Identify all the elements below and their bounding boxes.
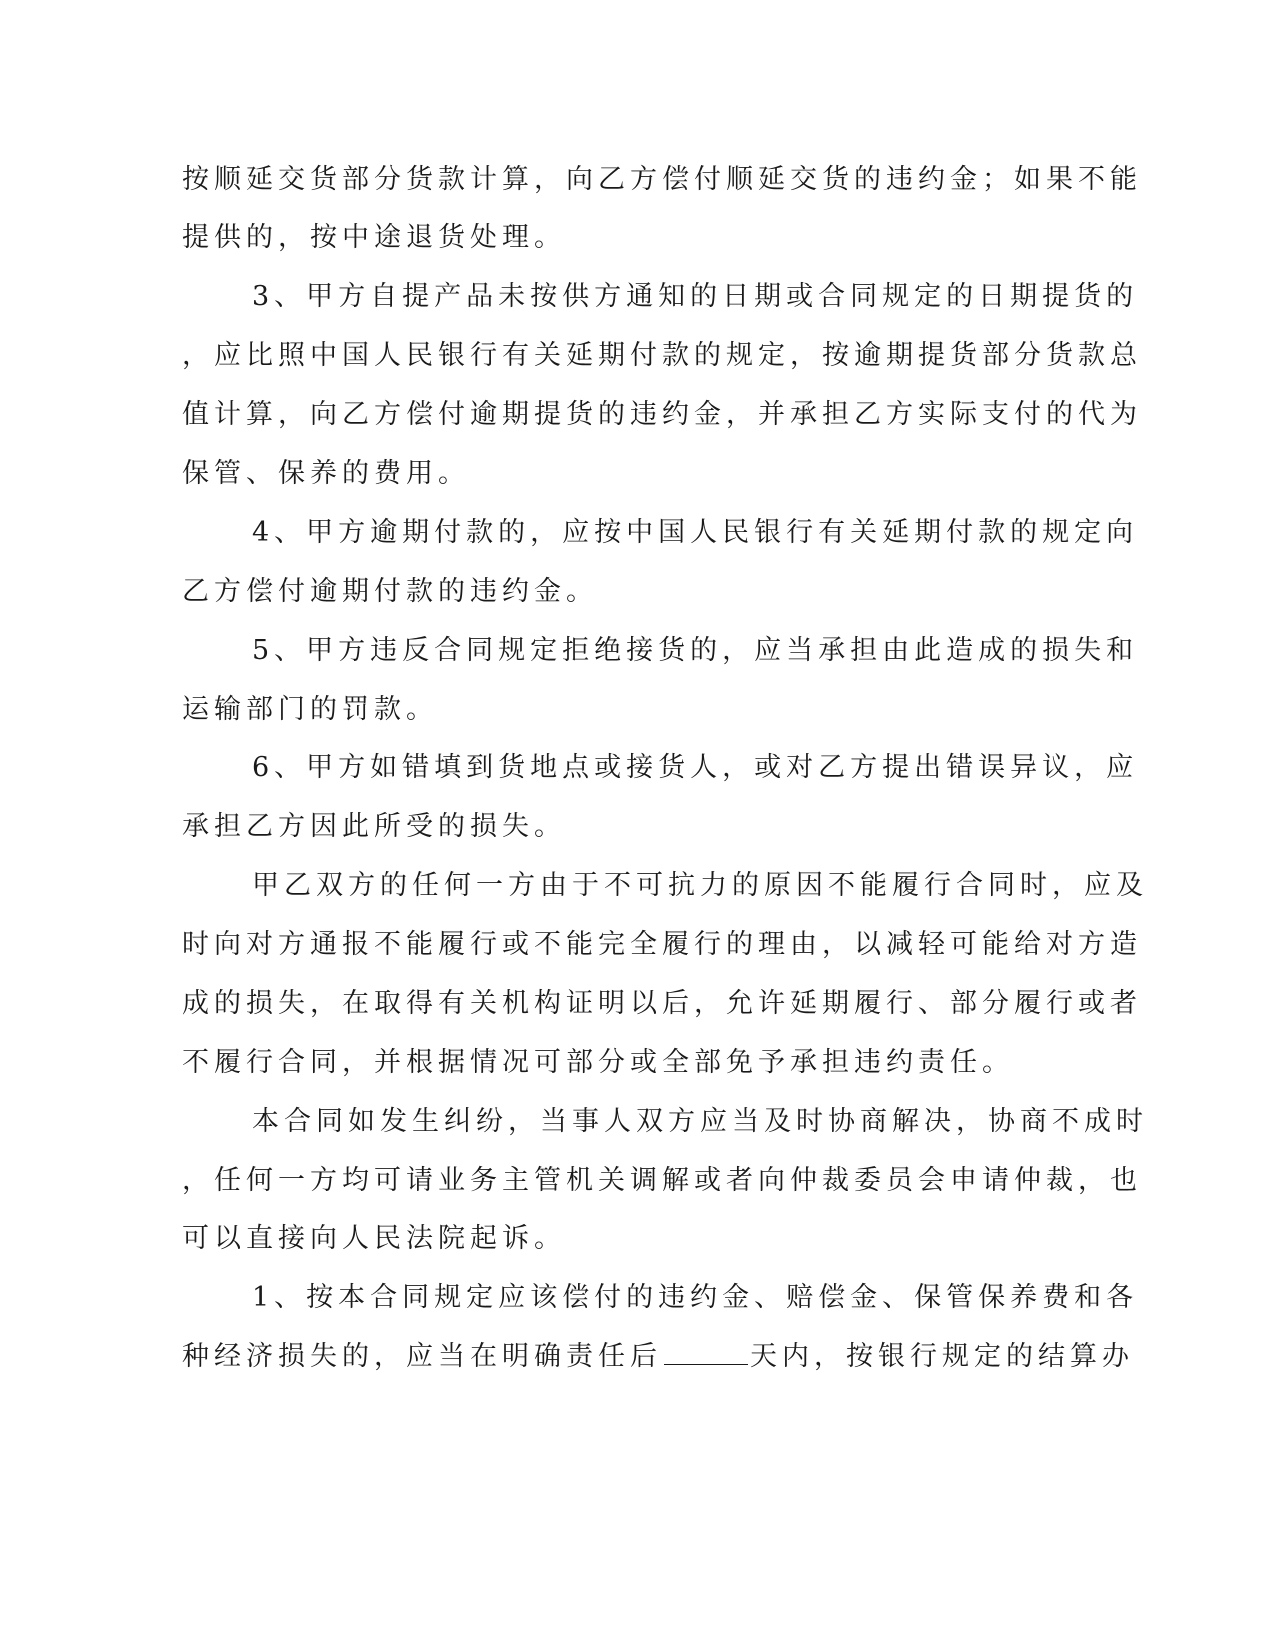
text-line: 5、甲方违反合同规定拒绝接货的，应当承担由此造成的损失和 — [252, 635, 1139, 666]
text-line: 乙方偿付逾期付款的违约金。 — [182, 576, 598, 607]
text-line: 4、甲方逾期付款的，应按中国人民银行有关延期付款的规定向 — [252, 517, 1139, 548]
text-line: 值计算，向乙方偿付逾期提货的违约金，并承担乙方实际支付的代为 — [182, 399, 1142, 430]
text-segment: 天内，按银行规定的结算办 — [750, 1341, 1134, 1372]
text-line: 运输部门的罚款。 — [182, 694, 438, 725]
text-line: ，应比照中国人民银行有关延期付款的规定，按逾期提货部分货款总 — [182, 340, 1142, 371]
text-line: 本合同如发生纠纷，当事人双方应当及时协商解决，协商不成时 — [252, 1106, 1148, 1137]
text-line: 不履行合同，并根据情况可部分或全部免予承担违约责任。 — [182, 1047, 1014, 1078]
text-line: 按顺延交货部分货款计算，向乙方偿付顺延交货的违约金；如果不能 — [182, 164, 1142, 195]
text-line-with-blank — [182, 1337, 1134, 1377]
text-line: 承担乙方因此所受的损失。 — [182, 811, 566, 842]
text-line: 成的损失，在取得有关机构证明以后，允许延期履行、部分履行或者 — [182, 988, 1142, 1019]
text-line: 时向对方通报不能履行或不能完全履行的理由，以减轻可能给对方造 — [182, 929, 1142, 960]
fill-in-blank — [664, 1338, 748, 1365]
text-line: 3、甲方自提产品未按供方通知的日期或合同规定的日期提货的 — [252, 281, 1139, 312]
text-line: ，任何一方均可请业务主管机关调解或者向仲裁委员会申请仲裁，也 — [182, 1165, 1142, 1196]
text-segment: 种经济损失的，应当在明确责任后 — [182, 1341, 662, 1372]
text-line: 甲乙双方的任何一方由于不可抗力的原因不能履行合同时，应及 — [252, 870, 1148, 901]
text-line: 6、甲方如错填到货地点或接货人，或对乙方提出错误异议，应 — [252, 752, 1139, 783]
text-line: 可以直接向人民法院起诉。 — [182, 1223, 566, 1254]
text-line: 1、按本合同规定应该偿付的违约金、赔偿金、保管保养费和各 — [252, 1282, 1139, 1313]
text-line: 保管、保养的费用。 — [182, 458, 470, 489]
text-line: 提供的，按中途退货处理。 — [182, 222, 566, 253]
